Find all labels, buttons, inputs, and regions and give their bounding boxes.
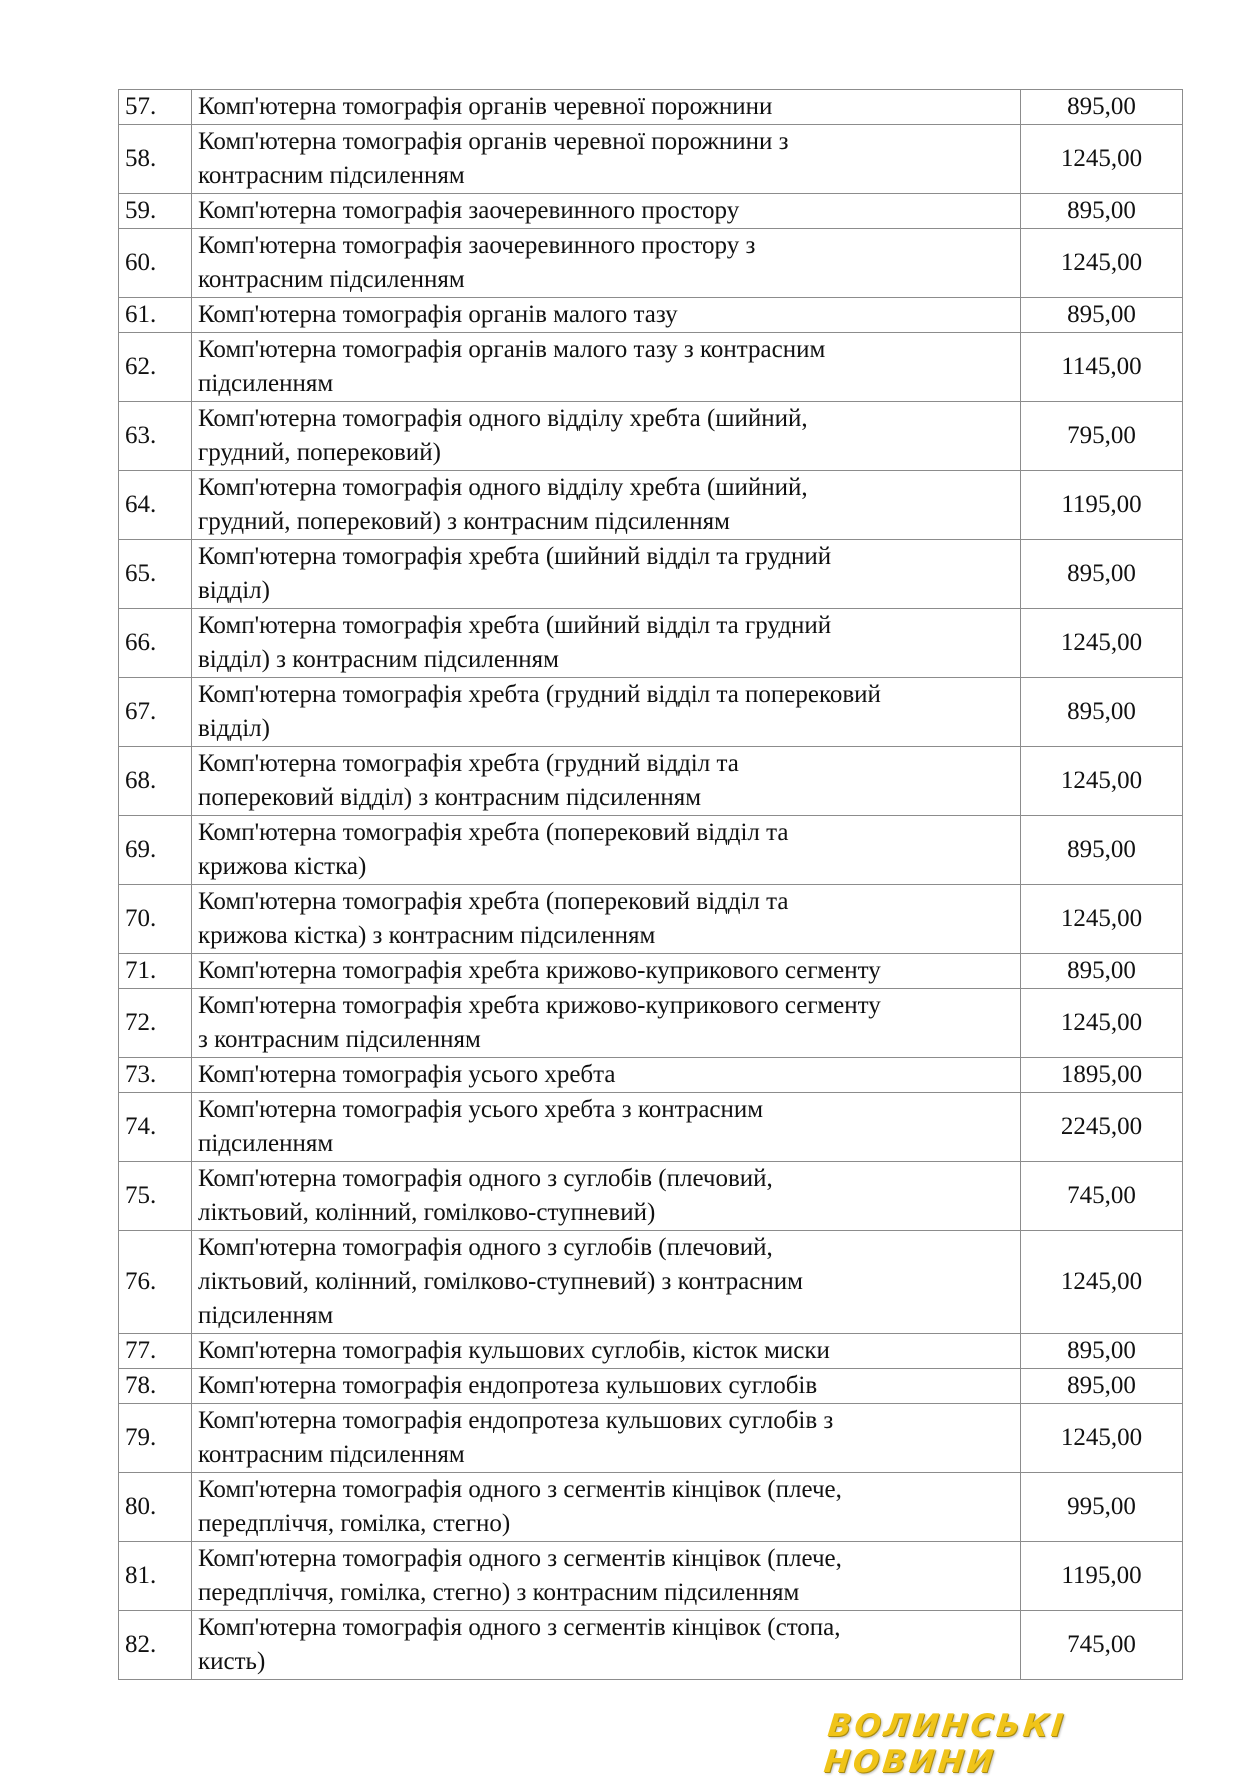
service-description (192, 1162, 1021, 1231)
service-price: 995,00 (1021, 1473, 1183, 1542)
description-line: Комп'ютерна томографія одного відділу хребта (шийний, (198, 474, 808, 501)
service-description (192, 125, 1021, 194)
row-number: 63. (119, 402, 192, 471)
table-row (119, 402, 1183, 471)
table-body (119, 90, 1183, 1680)
row-number: 76. (119, 1231, 192, 1334)
description-line: Комп'ютерна томографія ендопротеза кульшових суглобів (198, 1372, 818, 1399)
service-price: 1245,00 (1021, 609, 1183, 678)
service-description (192, 1334, 1021, 1369)
description-line: відділ) (198, 715, 270, 742)
table-row (119, 125, 1183, 194)
row-number: 66. (119, 609, 192, 678)
row-number: 57. (119, 90, 192, 125)
service-description (192, 1369, 1021, 1404)
service-description (192, 194, 1021, 229)
service-description (192, 471, 1021, 540)
row-number: 79. (119, 1404, 192, 1473)
description-line: поперековий відділ) з контрасним підсиленням (198, 784, 702, 811)
service-description (192, 1473, 1021, 1542)
service-description (192, 1404, 1021, 1473)
service-price: 895,00 (1021, 1334, 1183, 1369)
row-number: 80. (119, 1473, 192, 1542)
description-line: Комп'ютерна томографія усього хребта з контрасним (198, 1096, 764, 1123)
description-line: Комп'ютерна томографія заочеревинного простору з (198, 232, 756, 259)
row-number: 82. (119, 1611, 192, 1680)
description-line: контрасним підсиленням (198, 266, 465, 293)
row-number: 72. (119, 989, 192, 1058)
table-row (119, 1093, 1183, 1162)
service-description (192, 747, 1021, 816)
service-description (192, 298, 1021, 333)
table-row (119, 609, 1183, 678)
description-line: Комп'ютерна томографія хребта (грудний відділ та поперековий (198, 681, 881, 708)
description-line: Комп'ютерна томографія ендопротеза кульшових суглобів з (198, 1407, 834, 1434)
description-line: Комп'ютерна томографія одного з сегментів кінцівок (плече, (198, 1545, 842, 1572)
table-row (119, 90, 1183, 125)
table-row (119, 678, 1183, 747)
table-row (119, 1231, 1183, 1334)
description-line: Комп'ютерна томографія одного з сегментів кінцівок (плече, (198, 1476, 842, 1503)
description-line: Комп'ютерна томографія одного з суглобів (плечовий, (198, 1165, 773, 1192)
table-row (119, 471, 1183, 540)
description-line: Комп'ютерна томографія одного відділу хребта (шийний, (198, 405, 808, 432)
description-line: Комп'ютерна томографія хребта (поперековий відділ та (198, 888, 789, 915)
table-row (119, 885, 1183, 954)
service-price: 745,00 (1021, 1162, 1183, 1231)
service-price: 1195,00 (1021, 471, 1183, 540)
service-description (192, 954, 1021, 989)
service-description (192, 1231, 1021, 1334)
description-line: Комп'ютерна томографія одного з сегментів кінцівок (стопа, (198, 1614, 841, 1641)
table-row (119, 1404, 1183, 1473)
table-row (119, 816, 1183, 885)
description-line: Комп'ютерна томографія усього хребта (198, 1061, 616, 1088)
service-price: 1145,00 (1021, 333, 1183, 402)
table-row (119, 540, 1183, 609)
service-price: 895,00 (1021, 678, 1183, 747)
service-price: 1195,00 (1021, 1542, 1183, 1611)
description-line: підсиленням (198, 1130, 334, 1157)
service-description (192, 1611, 1021, 1680)
service-price: 1245,00 (1021, 125, 1183, 194)
table-row (119, 1369, 1183, 1404)
service-description (192, 1093, 1021, 1162)
description-line: крижова кістка) (198, 853, 367, 880)
row-number: 64. (119, 471, 192, 540)
row-number: 70. (119, 885, 192, 954)
description-line: Комп'ютерна томографія хребта (грудний відділ та (198, 750, 739, 777)
service-description (192, 816, 1021, 885)
service-description (192, 540, 1021, 609)
table-row (119, 1334, 1183, 1369)
row-number: 71. (119, 954, 192, 989)
table-row (119, 333, 1183, 402)
service-price: 1245,00 (1021, 229, 1183, 298)
description-line: підсиленням (198, 370, 334, 397)
row-number: 58. (119, 125, 192, 194)
description-line: передпліччя, гомілка, стегно) з контрасним підсиленням (198, 1579, 800, 1606)
description-line: відділ) (198, 577, 270, 604)
table-row (119, 1058, 1183, 1093)
price-table (118, 89, 1183, 1680)
row-number: 65. (119, 540, 192, 609)
table-row (119, 989, 1183, 1058)
service-description (192, 678, 1021, 747)
table-row (119, 747, 1183, 816)
description-line: Комп'ютерна томографія хребта (шийний відділ та грудний (198, 612, 832, 639)
description-line: ліктьовий, колінний, гомілково-ступневий) (198, 1199, 656, 1226)
row-number: 69. (119, 816, 192, 885)
row-number: 60. (119, 229, 192, 298)
service-price: 895,00 (1021, 1369, 1183, 1404)
service-description (192, 333, 1021, 402)
service-price: 745,00 (1021, 1611, 1183, 1680)
row-number: 81. (119, 1542, 192, 1611)
service-description (192, 229, 1021, 298)
description-line: передпліччя, гомілка, стегно) (198, 1510, 511, 1537)
service-price: 895,00 (1021, 194, 1183, 229)
row-number: 59. (119, 194, 192, 229)
description-line: підсиленням (198, 1302, 334, 1329)
table-row (119, 1473, 1183, 1542)
description-line: Комп'ютерна томографія хребта крижово-куприкового сегменту (198, 957, 881, 984)
description-line: Комп'ютерна томографія хребта крижово-куприкового сегменту (198, 992, 881, 1019)
description-line: Комп'ютерна томографія хребта (поперековий відділ та (198, 819, 789, 846)
table-row (119, 1162, 1183, 1231)
service-price: 895,00 (1021, 90, 1183, 125)
row-number: 78. (119, 1369, 192, 1404)
description-line: крижова кістка) з контрасним підсиленням (198, 922, 656, 949)
row-number: 61. (119, 298, 192, 333)
table-row (119, 954, 1183, 989)
service-price: 895,00 (1021, 954, 1183, 989)
service-price: 1245,00 (1021, 1404, 1183, 1473)
row-number: 74. (119, 1093, 192, 1162)
service-price: 895,00 (1021, 816, 1183, 885)
description-line: ліктьовий, колінний, гомілково-ступневий) з контрасним (198, 1268, 803, 1295)
service-price: 1895,00 (1021, 1058, 1183, 1093)
table-row (119, 298, 1183, 333)
description-line: Комп'ютерна томографія органів малого тазу з контрасним (198, 336, 826, 363)
row-number: 67. (119, 678, 192, 747)
table-row (119, 1611, 1183, 1680)
table-row (119, 1542, 1183, 1611)
service-price: 2245,00 (1021, 1093, 1183, 1162)
row-number: 77. (119, 1334, 192, 1369)
description-line: грудний, поперековий) з контрасним підсиленням (198, 508, 730, 535)
description-line: Комп'ютерна томографія органів черевної порожнини з (198, 128, 789, 155)
row-number: 62. (119, 333, 192, 402)
description-line: Комп'ютерна томографія одного з суглобів (плечовий, (198, 1234, 773, 1261)
description-line: Комп'ютерна томографія кульшових суглобів, кісток миски (198, 1337, 830, 1364)
service-description (192, 885, 1021, 954)
description-line: контрасним підсиленням (198, 162, 465, 189)
description-line: контрасним підсиленням (198, 1441, 465, 1468)
service-price: 795,00 (1021, 402, 1183, 471)
description-line: Комп'ютерна томографія органів малого тазу (198, 301, 678, 328)
description-line: Комп'ютерна томографія хребта (шийний відділ та грудний (198, 543, 832, 570)
service-description (192, 1058, 1021, 1093)
watermark-logo: ВОЛИНСЬКІ НОВИНИ (822, 1708, 1068, 1780)
service-price: 1245,00 (1021, 1231, 1183, 1334)
service-price: 895,00 (1021, 540, 1183, 609)
description-line: кисть) (198, 1648, 266, 1675)
service-description (192, 609, 1021, 678)
row-number: 73. (119, 1058, 192, 1093)
service-description (192, 1542, 1021, 1611)
service-price: 895,00 (1021, 298, 1183, 333)
description-line: грудний, поперековий) (198, 439, 441, 466)
service-price: 1245,00 (1021, 989, 1183, 1058)
description-line: з контрасним підсиленням (198, 1026, 481, 1053)
service-description (192, 90, 1021, 125)
row-number: 75. (119, 1162, 192, 1231)
service-description (192, 989, 1021, 1058)
description-line: відділ) з контрасним підсиленням (198, 646, 559, 673)
description-line: Комп'ютерна томографія органів черевної порожнини (198, 93, 773, 120)
service-price: 1245,00 (1021, 747, 1183, 816)
table-row (119, 194, 1183, 229)
service-description (192, 402, 1021, 471)
table-row (119, 229, 1183, 298)
service-price: 1245,00 (1021, 885, 1183, 954)
row-number: 68. (119, 747, 192, 816)
description-line: Комп'ютерна томографія заочеревинного простору (198, 197, 740, 224)
